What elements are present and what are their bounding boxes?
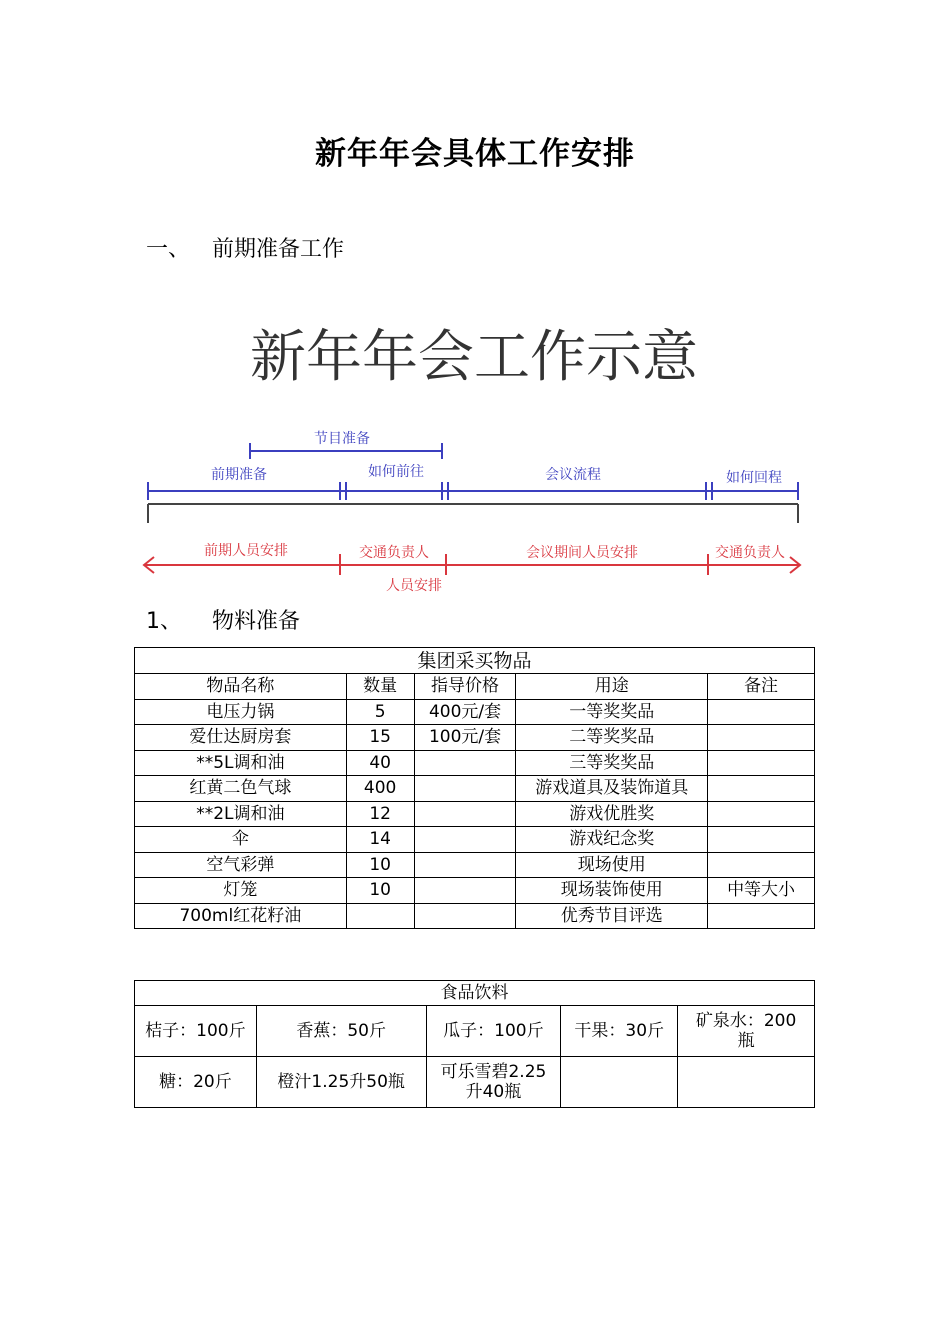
table-cell: 10 [346,878,414,904]
blue-label-3: 会议流程 [545,467,601,483]
table-caption: 集团采买物品 [135,648,815,674]
table-cell: **5L调和油 [135,750,347,776]
table-cell: **2L调和油 [135,801,347,827]
table-row [135,699,815,725]
timeline-diagram [134,308,814,598]
red-label-4: 交通负责人 [715,545,785,561]
table-cell [414,852,516,878]
table-row [135,852,815,878]
table-row [135,878,815,904]
red-label-3: 会议期间人员安排 [526,545,638,561]
table-cell: 现场使用 [516,852,708,878]
subsection-number: 1、 [146,609,182,634]
gray-timeline [148,504,798,523]
table-cell: 可乐雪碧2.25升40瓶 [426,1057,561,1108]
red-bottom-label: 人员安排 [386,578,442,594]
table-cell: 400元/套 [414,699,516,725]
table-cell [561,1057,678,1108]
table-cell [414,801,516,827]
table-cell [708,750,815,776]
table-cell: 中等大小 [708,878,815,904]
header-cell: 物品名称 [135,674,347,700]
table-cell: 瓜子：100斤 [426,1006,561,1057]
table-row [135,1057,815,1108]
table-cell: 爱仕达厨房套 [135,725,347,751]
table-cell: 14 [346,827,414,853]
blue-label-2: 如何前往 [368,464,424,480]
table-row [135,903,815,929]
table-cell: 游戏道具及装饰道具 [516,776,708,802]
table-cell [708,827,815,853]
table-cell [708,699,815,725]
red-label-1: 前期人员安排 [204,543,288,559]
table-row [135,801,815,827]
table-cell [708,801,815,827]
subsection-heading [146,604,300,635]
section-label: 前期准备工作 [212,237,345,262]
table-cell [708,725,815,751]
table-cell: 100元/套 [414,725,516,751]
table-cell [708,776,815,802]
table-cell: 游戏优胜奖 [516,801,708,827]
red-label-2: 交通负责人 [359,545,429,561]
table-cell [678,1057,815,1108]
blue-label-4: 如何回程 [726,470,782,486]
table-cell: 15 [346,725,414,751]
table-cell: 空气彩弹 [135,852,347,878]
header-cell: 数量 [346,674,414,700]
food-drink-table [134,980,815,1108]
blue-top-label: 节目准备 [314,431,370,447]
table-cell: 矿泉水：200瓶 [678,1006,815,1057]
table-cell [346,903,414,929]
table-cell: 5 [346,699,414,725]
table-cell: 电压力锅 [135,699,347,725]
section-number: 一、 [146,237,191,262]
diagram-title: 新年年会工作示意 [250,325,698,390]
table-cell: 干果：30斤 [561,1006,678,1057]
table-cell: 12 [346,801,414,827]
table-cell: 三等奖奖品 [516,750,708,776]
table-cell: 红黄二色气球 [135,776,347,802]
blue-phase-line [148,482,798,500]
table-cell: 桔子：100斤 [135,1006,257,1057]
table-row [135,1006,815,1057]
header-cell: 指导价格 [414,674,516,700]
table-header-row [135,674,815,700]
table-cell: 二等奖奖品 [516,725,708,751]
table-cell [414,750,516,776]
table-cell: 游戏纪念奖 [516,827,708,853]
header-cell: 用途 [516,674,708,700]
table-cell: 伞 [135,827,347,853]
subsection-label: 物料准备 [212,609,301,634]
table-cell: 10 [346,852,414,878]
table-cell: 一等奖奖品 [516,699,708,725]
blue-label-1: 前期准备 [211,467,267,483]
table-cell: 灯笼 [135,878,347,904]
table-cell: 700ml红花籽油 [135,903,347,929]
table-cell: 橙汁1.25升50瓶 [256,1057,426,1108]
table-row [135,776,815,802]
table-cell [708,903,815,929]
page-title: 新年年会具体工作安排 [315,136,635,172]
table-row [135,827,815,853]
table-cell [414,776,516,802]
table-cell: 400 [346,776,414,802]
table-caption: 食品饮料 [135,981,815,1006]
table-cell: 优秀节目评选 [516,903,708,929]
table-cell [414,903,516,929]
table-cell: 香蕉：50斤 [256,1006,426,1057]
table-cell: 现场装饰使用 [516,878,708,904]
section-heading [146,232,344,263]
header-cell: 备注 [708,674,815,700]
table-cell [708,852,815,878]
table-cell [414,878,516,904]
table-cell: 糖：20斤 [135,1057,257,1108]
table-row [135,750,815,776]
table-row [135,725,815,751]
table-cell: 40 [346,750,414,776]
purchase-table [134,647,815,929]
table-cell [414,827,516,853]
